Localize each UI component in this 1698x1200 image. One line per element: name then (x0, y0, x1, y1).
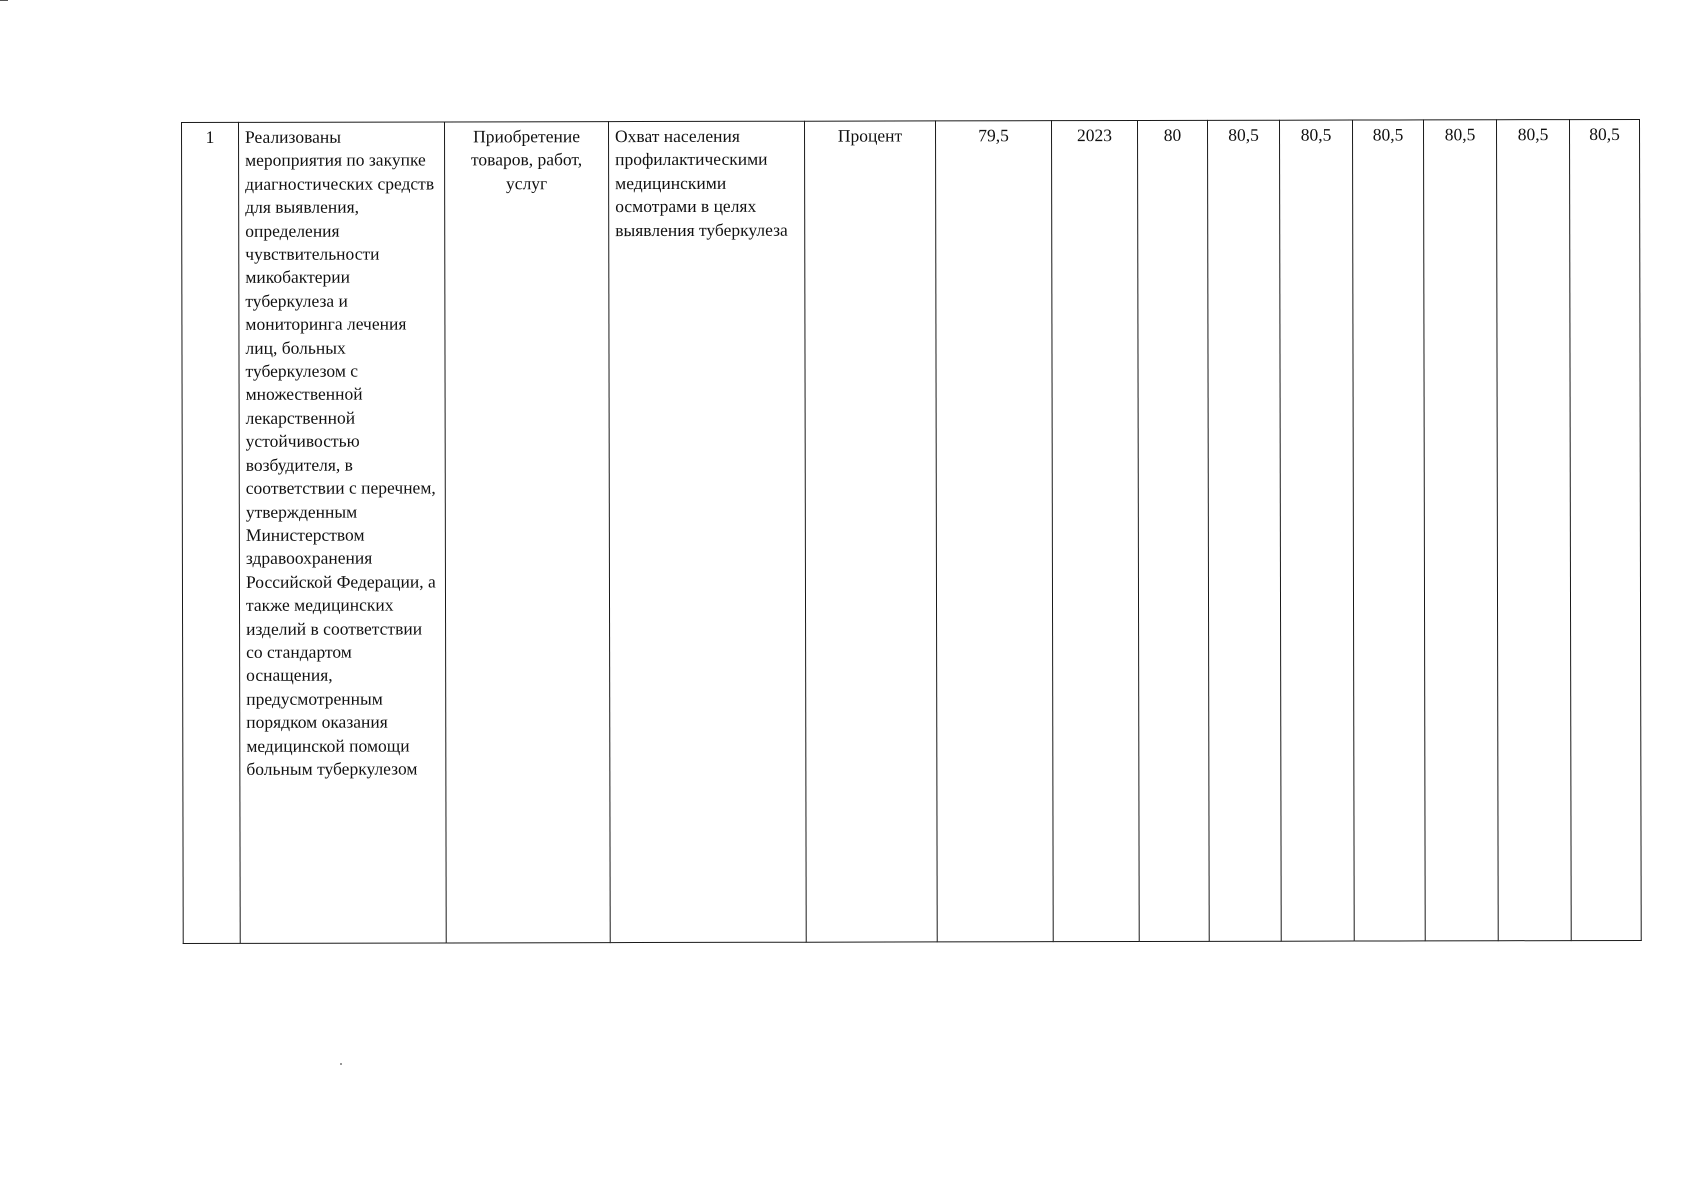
value-4: 80,5 (1352, 120, 1425, 941)
indicator-name: Охват населения профилактическими медицинскими осмотрами в целях выявления туберкулеза (609, 121, 807, 942)
value-7: 80,5 (1569, 119, 1641, 940)
value-2: 80,5 (1207, 120, 1281, 941)
value-6: 80,5 (1496, 120, 1571, 941)
value-5: 80,5 (1423, 120, 1498, 941)
result-type: Приобретение товаров, работ, услуг (445, 122, 611, 943)
row-number: 1 (182, 122, 241, 943)
base-year: 2023 (1051, 120, 1139, 941)
value-1: 80 (1137, 120, 1209, 941)
scan-artifact (0, 0, 8, 1)
value-3: 80,5 (1279, 120, 1354, 941)
result-description: Реализованы мероприятия по закупке диагностических средств для выявления, определения чувствительности микобактерии туберкулеза и мониторинга лечения лиц, больных туберкулезом с множественной лекарственной устойчивостью возбудителя, в соответствии с перечнем, утвержденным Министерством здравоохранения Российской Федерации, а также медицинских изделий в соответствии со стандартом оснащения, предусмотренным порядком оказания медицинской помощи больным туберкулезом (239, 122, 447, 943)
indicator-table (181, 119, 1642, 944)
base-value: 79,5 (935, 121, 1053, 942)
scan-speck (340, 1063, 342, 1065)
unit-of-measure: Процент (804, 121, 937, 942)
table-row (182, 119, 1642, 943)
